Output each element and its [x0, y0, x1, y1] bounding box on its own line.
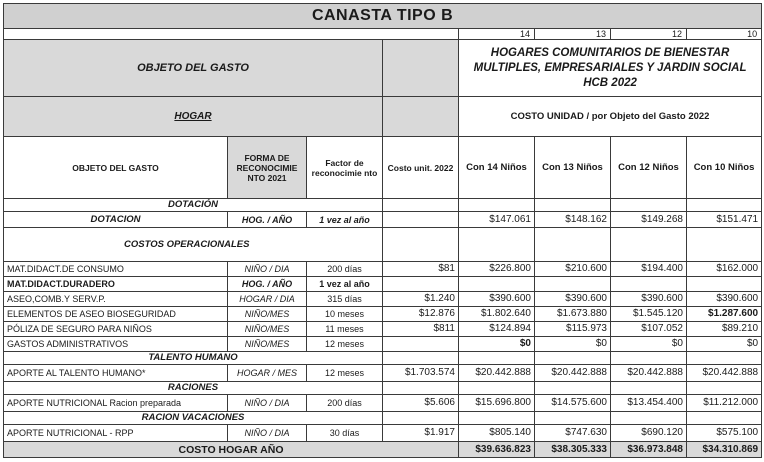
row-c13: $20.442.888 — [535, 365, 611, 382]
blank-cell — [687, 199, 762, 212]
blank-cell — [459, 352, 535, 365]
row-c13: $747.630 — [535, 425, 611, 442]
total-c13: $38.305.333 — [535, 442, 611, 458]
page-title: CANASTA TIPO B — [4, 4, 762, 29]
blank-cell — [383, 382, 459, 395]
row-item: MAT.DIDACT.DE CONSUMO — [4, 262, 228, 277]
row-item: GASTOS ADMINISTRATIVOS — [4, 337, 228, 352]
factor-column-header: Factor de reconocimie nto — [307, 137, 383, 199]
canasta-table — [3, 3, 762, 458]
row-forma: NIÑO/MES — [228, 322, 307, 337]
row-item: PÓLIZA DE SEGURO PARA NIÑOS — [4, 322, 228, 337]
row-factor: 1 vez al año — [307, 212, 383, 228]
row-costo: $81 — [383, 262, 459, 277]
row-item: MAT.DIDACT.DURADERO — [4, 277, 228, 292]
row-c10: $20.442.888 — [687, 365, 762, 382]
hogares-header: HOGARES COMUNITARIOS DE BIENESTAR MULTIPLES, EMPRESARIALES Y JARDIN SOCIAL HCB 2022 — [459, 40, 762, 97]
row-forma: NIÑO / DIA — [228, 425, 307, 442]
column-number-13: 13 — [535, 29, 611, 40]
row-c14: $805.140 — [459, 425, 535, 442]
row-c10: $390.600 — [687, 292, 762, 307]
row-c12: $13.454.400 — [611, 395, 687, 412]
row-c14: $20.442.888 — [459, 365, 535, 382]
row-c13: $148.162 — [535, 212, 611, 228]
table-row — [4, 425, 762, 442]
row-costo: $811 — [383, 322, 459, 337]
column-number-10: 10 — [687, 29, 762, 40]
row-c12: $20.442.888 — [611, 365, 687, 382]
row-costo — [383, 337, 459, 352]
row-factor: 11 meses — [307, 322, 383, 337]
blank-cell — [383, 40, 459, 97]
row-factor: 10 meses — [307, 307, 383, 322]
table-row — [4, 337, 762, 352]
row-c13: $210.600 — [535, 262, 611, 277]
blank-cell — [611, 382, 687, 395]
blank-cell — [535, 199, 611, 212]
row-c14: $1.802.640 — [459, 307, 535, 322]
canasta-sheet — [3, 3, 761, 458]
blank-cell — [687, 352, 762, 365]
table-row — [4, 365, 762, 382]
row-c13: $1.673.880 — [535, 307, 611, 322]
con-14-header: Con 14 Niños — [459, 137, 535, 199]
row-c13 — [535, 277, 611, 292]
row-forma: NIÑO/MES — [228, 307, 307, 322]
blank-cell — [383, 228, 459, 262]
row-factor: 200 días — [307, 395, 383, 412]
blank-cell — [687, 412, 762, 425]
row-factor: 12 meses — [307, 365, 383, 382]
row-forma: NIÑO/MES — [228, 337, 307, 352]
blank-cell — [459, 382, 535, 395]
section-talento-humano: TALENTO HUMANO — [4, 352, 383, 365]
blank-cell — [687, 382, 762, 395]
con-12-header: Con 12 Niños — [611, 137, 687, 199]
row-item: APORTE NUTRICIONAL - RPP — [4, 425, 228, 442]
section-racion-vacaciones: RACION VACACIONES — [4, 412, 383, 425]
row-costo: $1.703.574 — [383, 365, 459, 382]
row-c12: $390.600 — [611, 292, 687, 307]
blank-cell — [383, 199, 459, 212]
row-item: ASEO,COMB.Y SERV.P. — [4, 292, 228, 307]
row-c12: $107.052 — [611, 322, 687, 337]
section-costos-operacionales: COSTOS OPERACIONALES — [4, 228, 383, 262]
row-c14: $226.800 — [459, 262, 535, 277]
blank-cell — [383, 352, 459, 365]
row-costo: $1.917 — [383, 425, 459, 442]
table-row — [4, 307, 762, 322]
row-c14: $147.061 — [459, 212, 535, 228]
blank-cell — [535, 412, 611, 425]
section-dotacion: DOTACIÓN — [4, 199, 383, 212]
column-number-14: 14 — [459, 29, 535, 40]
table-row — [4, 212, 762, 228]
row-c13: $115.973 — [535, 322, 611, 337]
row-c10: $11.212.000 — [687, 395, 762, 412]
row-factor: 1 vez al año — [307, 277, 383, 292]
row-c14: $0 — [459, 337, 535, 352]
blank-cell — [459, 199, 535, 212]
row-c12: $194.400 — [611, 262, 687, 277]
blank-cell — [535, 228, 611, 262]
row-c10: $575.100 — [687, 425, 762, 442]
blank-cell — [535, 382, 611, 395]
blank-cell — [611, 199, 687, 212]
section-raciones: RACIONES — [4, 382, 383, 395]
table-row — [4, 322, 762, 337]
row-costo: $1.240 — [383, 292, 459, 307]
row-c12: $0 — [611, 337, 687, 352]
row-forma: HOGAR / MES — [228, 365, 307, 382]
row-c12: $1.545.120 — [611, 307, 687, 322]
row-c10: $151.471 — [687, 212, 762, 228]
row-forma: NIÑO / DIA — [228, 395, 307, 412]
total-label: COSTO HOGAR AÑO — [4, 442, 459, 458]
table-row — [4, 292, 762, 307]
blank-cell — [383, 412, 459, 425]
row-item: APORTE NUTRICIONAL Racion preparada — [4, 395, 228, 412]
row-forma: HOGAR / DIA — [228, 292, 307, 307]
row-c10: $162.000 — [687, 262, 762, 277]
row-c13: $0 — [535, 337, 611, 352]
forma-column-header: FORMA DE RECONOCIMIE NTO 2021 — [228, 137, 307, 199]
costo-unidad-header: COSTO UNIDAD / por Objeto del Gasto 2022 — [459, 97, 762, 137]
row-c12: $149.268 — [611, 212, 687, 228]
row-c10: $1.287.600 — [687, 307, 762, 322]
row-forma: HOG. / AÑO — [228, 277, 307, 292]
total-row — [4, 442, 762, 458]
row-factor: 30 días — [307, 425, 383, 442]
row-c12: $690.120 — [611, 425, 687, 442]
con-13-header: Con 13 Niños — [535, 137, 611, 199]
table-row — [4, 262, 762, 277]
row-item: DOTACION — [4, 212, 228, 228]
row-c10 — [687, 277, 762, 292]
con-10-header: Con 10 Niños — [687, 137, 762, 199]
table-row — [4, 277, 762, 292]
row-c12 — [611, 277, 687, 292]
row-costo: $5.606 — [383, 395, 459, 412]
total-c12: $36.973.848 — [611, 442, 687, 458]
blank-cell — [459, 412, 535, 425]
row-costo — [383, 212, 459, 228]
row-costo — [383, 277, 459, 292]
total-c10: $34.310.869 — [687, 442, 762, 458]
blank-cell — [4, 29, 459, 40]
row-factor: 315 días — [307, 292, 383, 307]
blank-cell — [535, 352, 611, 365]
row-item: ELEMENTOS DE ASEO BIOSEGURIDAD — [4, 307, 228, 322]
blank-cell — [459, 228, 535, 262]
row-factor: 12 meses — [307, 337, 383, 352]
blank-cell — [611, 412, 687, 425]
costo-column-header: Costo unit. 2022 — [383, 137, 459, 199]
table-row — [4, 395, 762, 412]
row-c14 — [459, 277, 535, 292]
row-c13: $14.575.600 — [535, 395, 611, 412]
blank-cell — [611, 228, 687, 262]
blank-cell — [687, 228, 762, 262]
row-c14: $390.600 — [459, 292, 535, 307]
row-forma: HOG. / AÑO — [228, 212, 307, 228]
objeto-del-gasto-header: OBJETO DEL GASTO — [4, 40, 383, 97]
column-number-12: 12 — [611, 29, 687, 40]
row-c14: $124.894 — [459, 322, 535, 337]
row-item: APORTE AL TALENTO HUMANO* — [4, 365, 228, 382]
blank-cell — [611, 352, 687, 365]
row-c10: $89.210 — [687, 322, 762, 337]
hogar-label: HOGAR — [4, 97, 383, 137]
objeto-column-header: OBJETO DEL GASTO — [4, 137, 228, 199]
total-c14: $39.636.823 — [459, 442, 535, 458]
row-factor: 200 días — [307, 262, 383, 277]
row-costo: $12.876 — [383, 307, 459, 322]
row-c14: $15.696.800 — [459, 395, 535, 412]
blank-cell — [383, 97, 459, 137]
row-forma: NIÑO / DIA — [228, 262, 307, 277]
row-c13: $390.600 — [535, 292, 611, 307]
row-c10: $0 — [687, 337, 762, 352]
